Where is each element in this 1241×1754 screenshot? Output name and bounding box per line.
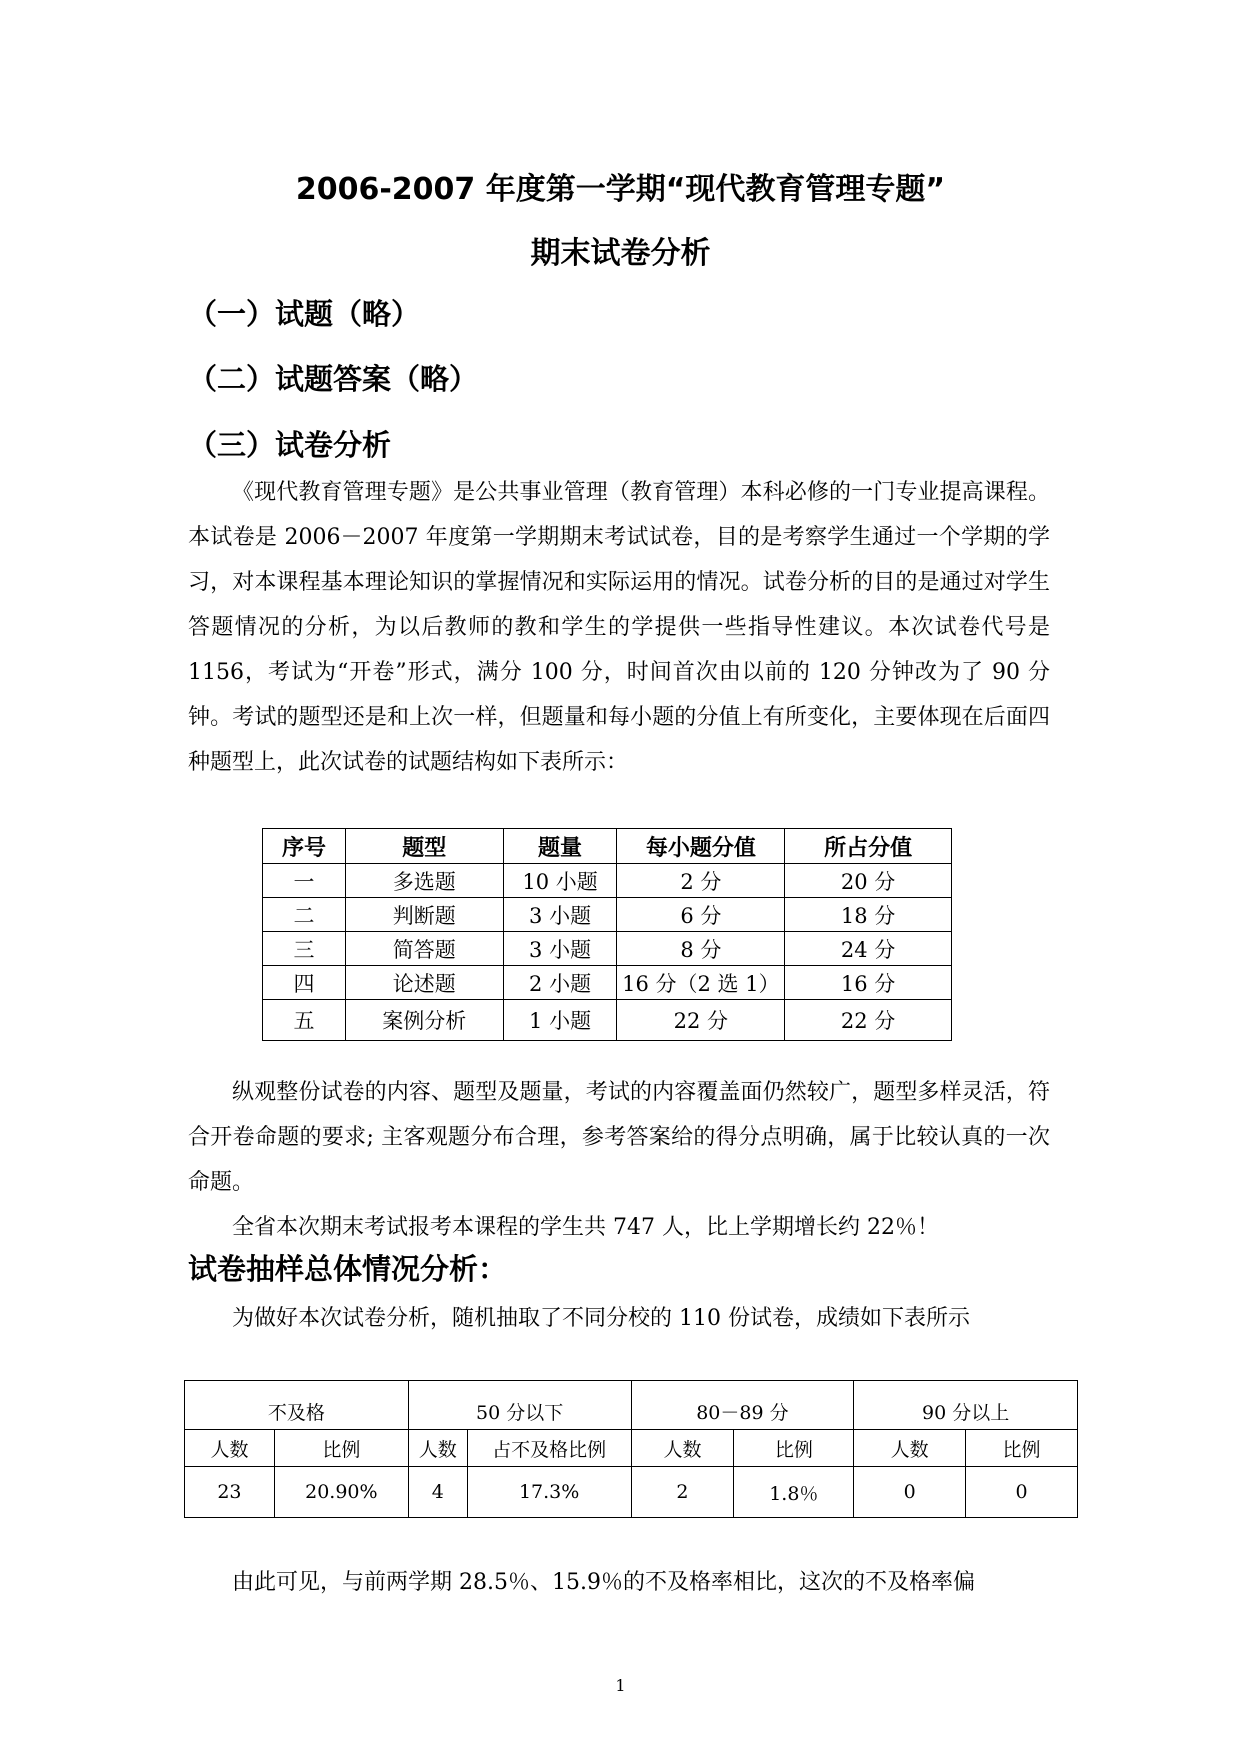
score-distribution-table: [184, 1380, 1078, 1518]
table-cell: 24 分: [785, 932, 952, 966]
subheader-cell: 比例: [734, 1430, 854, 1467]
header-cell: 所占分值: [785, 829, 952, 864]
table-row: [263, 932, 952, 966]
document-title: 2006-2007 年度第一学期“现代教育管理专题”: [295, 172, 946, 207]
table-row: [263, 898, 952, 932]
table-row: [263, 966, 952, 1000]
table-cell: 三: [263, 932, 346, 966]
table-cell: 20.90%: [274, 1467, 408, 1518]
header-cell: 题量: [503, 829, 617, 864]
table-subheader-row: [185, 1430, 1078, 1467]
table-cell: 多选题: [345, 864, 503, 898]
table-cell: 二: [263, 898, 346, 932]
table-cell: 判断题: [345, 898, 503, 932]
table-cell: 案例分析: [345, 1000, 503, 1041]
table-cell: 6 分: [617, 898, 785, 932]
subheader-cell: 比例: [274, 1430, 408, 1467]
table-cell: 22 分: [617, 1000, 785, 1041]
section-heading-analysis: （三）试卷分析: [188, 428, 392, 462]
header-cell: 序号: [263, 829, 346, 864]
table-cell: 17.3%: [467, 1467, 631, 1518]
table-cell: 18 分: [785, 898, 952, 932]
subheader-cell: 占不及格比例: [467, 1430, 631, 1467]
section-heading-sampling: 试卷抽样总体情况分析：: [188, 1252, 508, 1286]
table-cell: 23: [185, 1467, 275, 1518]
group-header-cell: 不及格: [185, 1381, 409, 1430]
paragraph-conclusion: 由此可见，与前两学期 28.5％、15.9％的不及格率相比，这次的不及格率偏: [232, 1570, 975, 1595]
table-row: [263, 1000, 952, 1041]
table-group-header-row: [185, 1381, 1078, 1430]
group-header-cell: 80－89 分: [631, 1381, 854, 1430]
table-cell: 8 分: [617, 932, 785, 966]
table-cell: 20 分: [785, 864, 952, 898]
document-subtitle: 期末试卷分析: [530, 236, 711, 271]
table-cell: 2 小题: [503, 966, 617, 1000]
subheader-cell: 人数: [408, 1430, 467, 1467]
group-header-cell: 90 分以上: [854, 1381, 1078, 1430]
table-header-row: [263, 829, 952, 864]
subheader-cell: 人数: [854, 1430, 966, 1467]
table-cell: 0: [854, 1467, 966, 1518]
table-cell: 五: [263, 1000, 346, 1041]
subheader-cell: 人数: [185, 1430, 275, 1467]
paragraph-enrollment: 全省本次期末考试报考本课程的学生共 747 人，比上学期增长约 22％！: [232, 1215, 939, 1240]
table-cell: 3 小题: [503, 932, 617, 966]
header-cell: 每小题分值: [617, 829, 785, 864]
header-cell: 题型: [345, 829, 503, 864]
table-cell: 16 分: [785, 966, 952, 1000]
table-cell: 10 小题: [503, 864, 617, 898]
section-heading-answers: （二）试题答案（略）: [188, 362, 479, 396]
table-cell: 3 小题: [503, 898, 617, 932]
table-row: [263, 864, 952, 898]
table-cell: 2 分: [617, 864, 785, 898]
table-cell: 论述题: [345, 966, 503, 1000]
table-cell: 一: [263, 864, 346, 898]
question-structure-table: [262, 828, 952, 1041]
table-cell: 0: [966, 1467, 1078, 1518]
table-cell: 4: [408, 1467, 467, 1518]
group-header-cell: 50 分以下: [408, 1381, 631, 1430]
section-heading-questions: （一）试题（略）: [188, 297, 421, 331]
table-cell: 简答题: [345, 932, 503, 966]
table-cell: 1.8％: [734, 1467, 854, 1518]
paragraph-intro: 《现代教育管理专题》是公共事业管理（教育管理）本科必修的一门专业提高课程。本试卷是 2006－2007 年度第一学期期末考试试卷，目的是考察学生通过一个学期的学习，对本课程基本理论知识的掌握情况和实际运用的情况。试卷分析的目的是通过对学生答题情况的分析，为以后教师的教和学生的学提供一些指导性建议。本次试卷代号是 1156，考试为“开卷”形式，满分 100 分，时间首次由以前的 120 分钟改为了 90 分钟。考试的题型还是和上次一样，但题量和每小题的分值上有所变化，主要体现在后面四种题型上，此次试卷的试题结构如下表所示：: [188, 480, 1050, 775]
table-cell: 1 小题: [503, 1000, 617, 1041]
paragraph-sampling: 为做好本次试卷分析，随机抽取了不同分校的 110 份试卷，成绩如下表所示: [232, 1306, 970, 1331]
table-cell: 22 分: [785, 1000, 952, 1041]
page-number: 1: [615, 1676, 626, 1695]
paragraph-overview: 纵观整份试卷的内容、题型及题量，考试的内容覆盖面仍然较广，题型多样灵活，符合开卷命题的要求; 主客观题分布合理，参考答案给的得分点明确，属于比较认真的一次命题。: [188, 1080, 1050, 1195]
subheader-cell: 比例: [966, 1430, 1078, 1467]
subheader-cell: 人数: [631, 1430, 734, 1467]
table-cell: 16 分（2 选 1）: [617, 966, 785, 1000]
table-row: [185, 1467, 1078, 1518]
table-cell: 2: [631, 1467, 734, 1518]
table-cell: 四: [263, 966, 346, 1000]
